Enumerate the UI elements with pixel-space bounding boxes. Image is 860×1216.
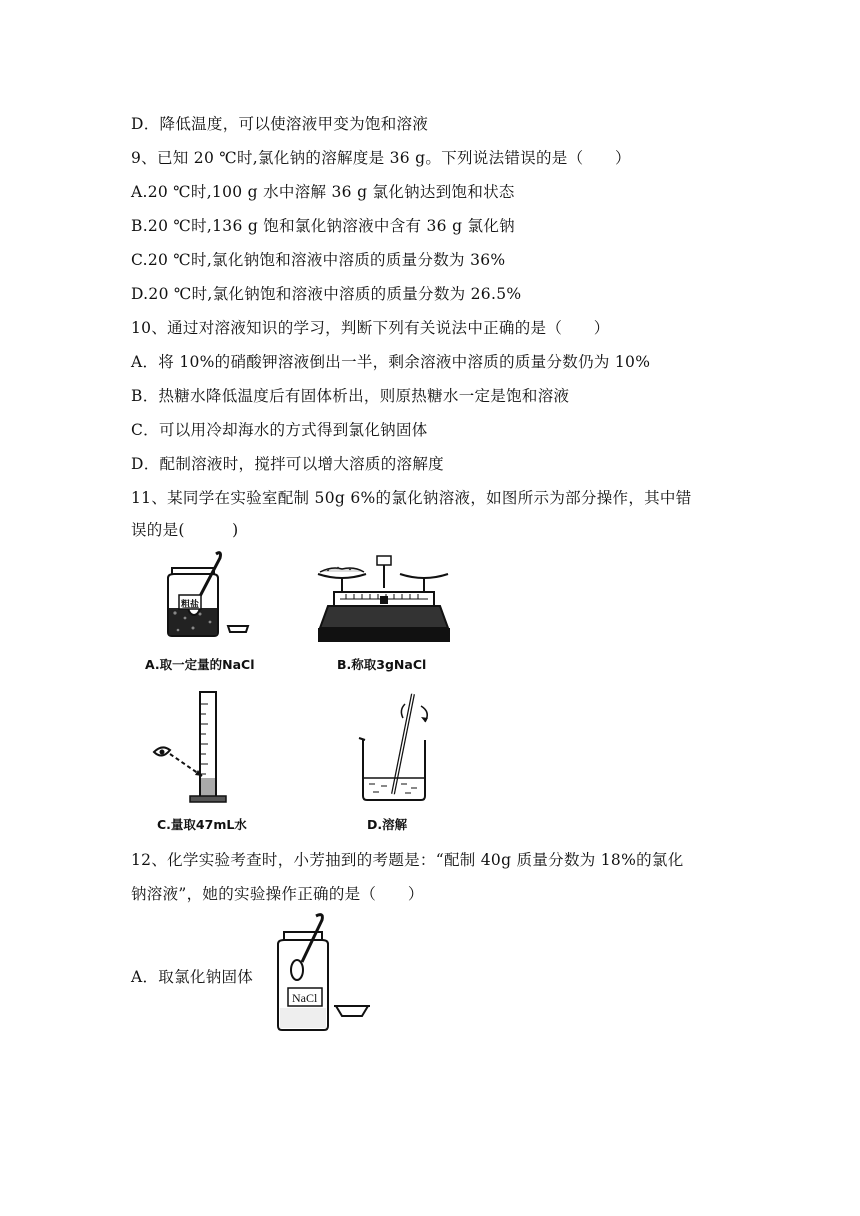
figure-nacl-jar (272, 912, 388, 1032)
figure-balance (314, 548, 454, 648)
q8-option-d: D．降低温度，可以使溶液甲变为饱和溶液 (131, 115, 429, 133)
figure-cylinder (140, 690, 250, 808)
q10-option-a: A．将 10%的硝酸钾溶液倒出一半，剩余溶液中溶质的质量分数仍为 10% (131, 353, 651, 371)
q12-stem-line2: 钠溶液”，她的实验操作正确的是（ ） (131, 885, 424, 903)
q10-option-b: B．热糖水降低温度后有固体析出，则原热糖水一定是饱和溶液 (131, 387, 570, 405)
q12-stem-line1: 12、化学实验考查时，小芳抽到的考题是：“配制 40g 质量分数为 18%的氯化 (131, 851, 684, 869)
figure-jar-spoon (160, 548, 260, 648)
caption-b: B.称取3gNaCl (337, 657, 427, 672)
jar-label-text: 粗盐 (181, 600, 200, 610)
q9-option-b: B.20 ℃时,136 g 饱和氯化钠溶液中含有 36 g 氯化钠 (131, 217, 515, 235)
q10-option-d: D．配制溶液时，搅拌可以增大溶质的溶解度 (131, 455, 444, 473)
q12-option-a: A．取氯化钠固体 (131, 968, 254, 986)
q11-stem-line1: 11、某同学在实验室配制 50g 6%的氯化钠溶液，如图所示为部分操作，其中错 (131, 489, 692, 507)
caption-c: C.量取47mL水 (157, 817, 247, 832)
q9-option-d: D.20 ℃时,氯化钠饱和溶液中溶质的质量分数为 26.5% (131, 285, 522, 303)
q11-stem-line2: 误的是( ) (131, 521, 239, 539)
q9-stem: 9、已知 20 ℃时,氯化钠的溶解度是 36 g。下列说法错误的是（ ） (131, 149, 631, 167)
nacl-label-text: NaCl (292, 991, 318, 1005)
q10-option-c: C．可以用冷却海水的方式得到氯化钠固体 (131, 421, 428, 439)
caption-d: D.溶解 (367, 817, 408, 832)
figure-beaker (355, 690, 445, 808)
q10-stem: 10、通过对溶液知识的学习，判断下列有关说法中正确的是（ ） (131, 319, 610, 337)
caption-a: A.取一定量的NaCl (145, 657, 255, 672)
q9-option-c: C.20 ℃时,氯化钠饱和溶液中溶质的质量分数为 36% (131, 251, 506, 269)
q9-option-a: A.20 ℃时,100 g 水中溶解 36 g 氯化钠达到饱和状态 (131, 183, 515, 201)
